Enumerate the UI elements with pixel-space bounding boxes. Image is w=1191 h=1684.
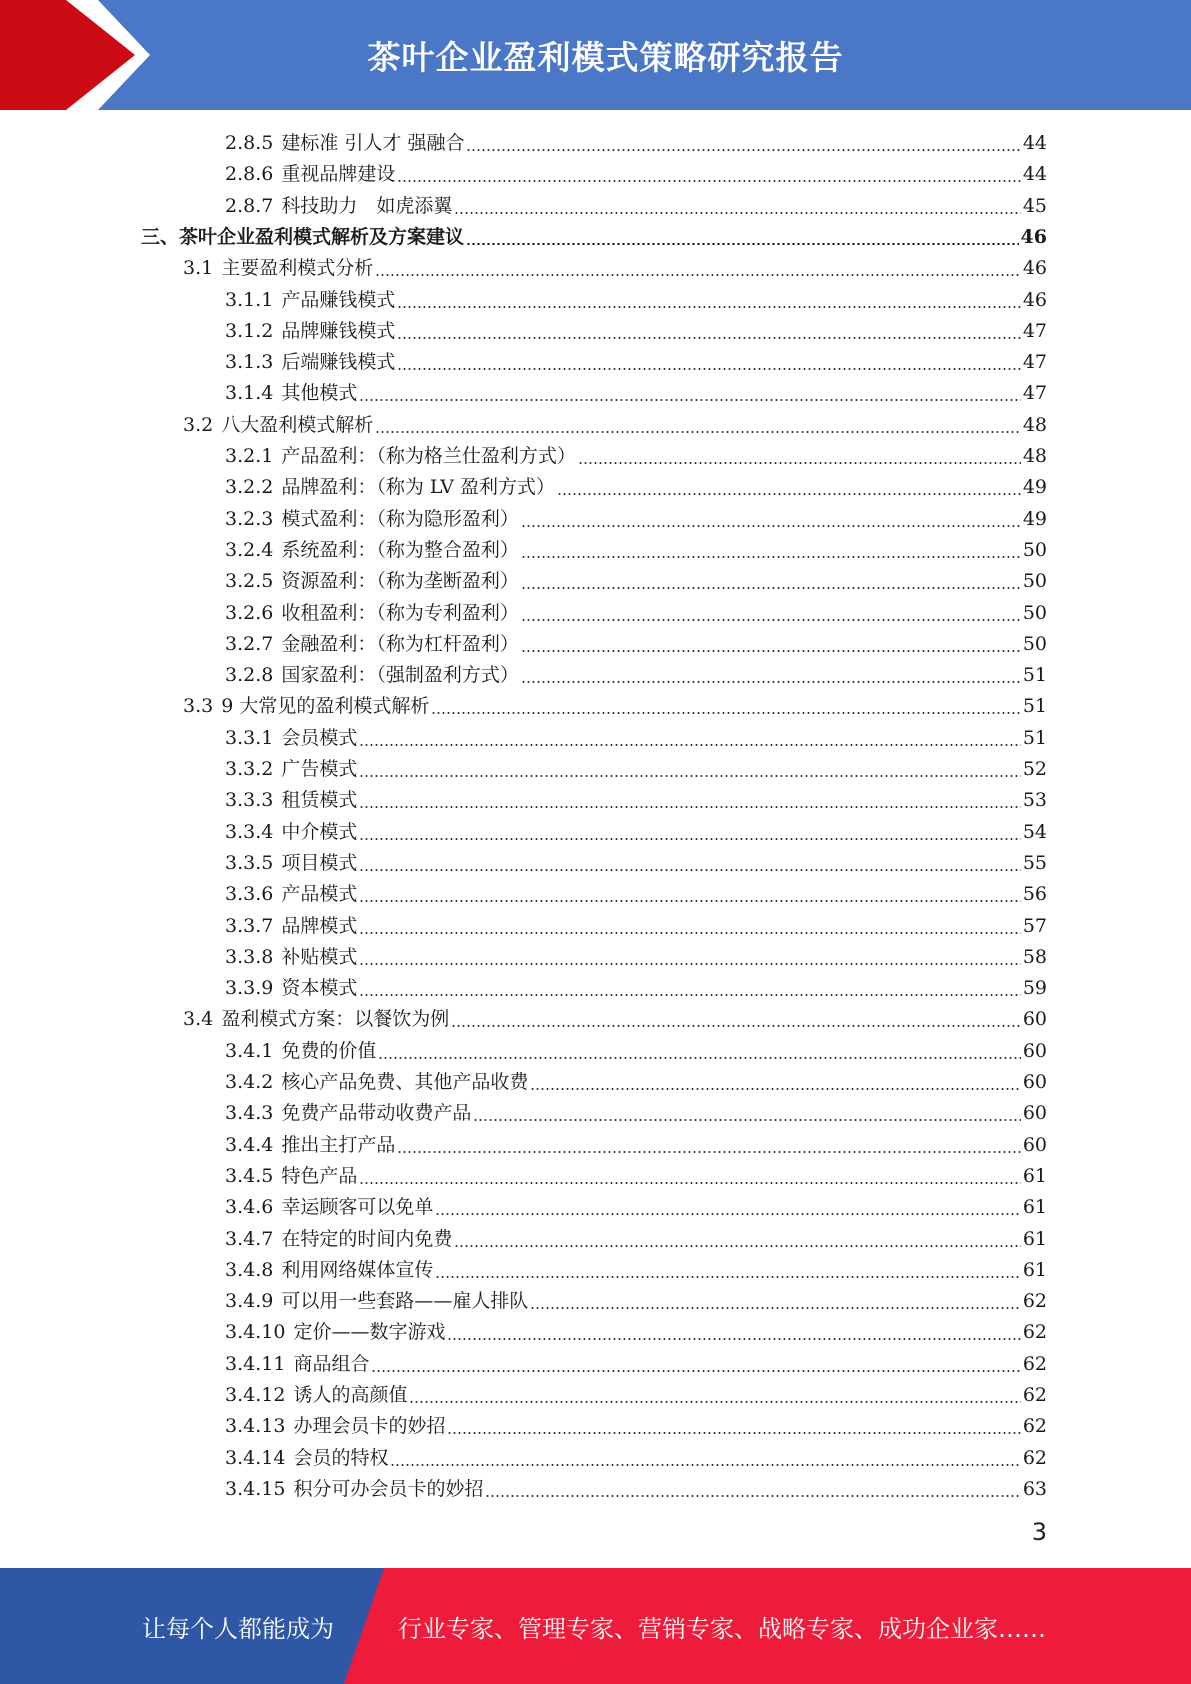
toc-leader-dots: [375, 274, 1021, 276]
toc-leader-dots: [390, 1464, 1020, 1466]
toc-leader-dots: [447, 1432, 1020, 1434]
toc-entry-number: 3.2.5: [225, 570, 274, 592]
toc-entry[interactable]: [225, 629, 1047, 660]
toc-entry-page: 60: [1022, 1040, 1047, 1062]
toc-entry[interactable]: [183, 253, 1047, 284]
toc-entry-title: 定价——数字游戏: [293, 1321, 446, 1343]
toc-entry-number: 2.8.6: [225, 163, 274, 185]
toc-entry-page: 47: [1022, 320, 1047, 342]
toc-leader-dots: [447, 1338, 1020, 1340]
toc-leader-dots: [521, 681, 1021, 683]
toc-entry-title: 盈利模式方案：以餐饮为例: [221, 1008, 450, 1030]
toc-leader-dots: [378, 1057, 1020, 1059]
toc-entry-number: 3.2.4: [225, 539, 274, 561]
toc-leader-dots: [557, 493, 1021, 495]
toc-entry-page: 61: [1022, 1165, 1047, 1187]
toc-entry-title: 可以用一些套路——雇人排队: [281, 1290, 529, 1312]
toc-leader-dots: [359, 775, 1020, 777]
toc-entry-page: 62: [1022, 1447, 1047, 1469]
toc-leader-dots: [397, 368, 1020, 370]
toc-entry-number: 2.8.7: [225, 195, 274, 217]
toc-entry[interactable]: [225, 879, 1047, 910]
toc-entry[interactable]: [225, 347, 1047, 378]
toc-entry-title: 租赁模式: [281, 789, 358, 811]
toc-entry-number: 3.4.6: [225, 1196, 274, 1218]
toc-leader-dots: [521, 556, 1021, 558]
toc-entry[interactable]: [183, 1004, 1047, 1035]
toc-leader-dots: [359, 994, 1020, 996]
toc-entry-number: 3.2.1: [225, 445, 274, 467]
toc-entry-title: 建标准 引人才 强融合: [281, 132, 465, 154]
toc-entry-page: 56: [1022, 883, 1047, 905]
toc-entry[interactable]: [225, 1130, 1047, 1161]
toc-entry-page: 60: [1022, 1071, 1047, 1093]
toc-entry-number: 3.1: [183, 257, 214, 279]
toc-entry-number: 3.3.7: [225, 915, 274, 937]
toc-entry-title: 诱人的高颜值: [293, 1384, 408, 1406]
toc-entry-number: 3.4.11: [225, 1353, 286, 1375]
toc-entry-number: 3.4: [183, 1008, 214, 1030]
toc-entry-page: 60: [1022, 1008, 1047, 1030]
toc-entry-number: 3.3.5: [225, 852, 274, 874]
toc-entry-page: 45: [1022, 195, 1047, 217]
toc-entry-title: 免费的价值: [281, 1040, 377, 1062]
toc-entry[interactable]: [225, 159, 1047, 190]
document-title: 茶叶企业盈利模式策略研究报告: [367, 37, 844, 77]
toc-entry[interactable]: [225, 1161, 1047, 1192]
toc-entry-title: 收租盈利：（称为专利盈利）: [281, 602, 519, 624]
toc-entry-title: 补贴模式: [281, 946, 358, 968]
toc-entry[interactable]: [225, 1474, 1047, 1505]
toc-entry-number: 3.4.14: [225, 1447, 286, 1469]
toc-entry-number: 3.3.4: [225, 821, 274, 843]
toc-entry[interactable]: [225, 1317, 1047, 1348]
toc-entry-page: 62: [1022, 1290, 1047, 1312]
toc-leader-dots: [466, 243, 1019, 245]
toc-entry[interactable]: [183, 691, 1047, 722]
toc-entry-title: 后端赚钱模式: [281, 351, 396, 373]
toc-entry-page: 53: [1022, 789, 1047, 811]
toc-entry-title: 其他模式: [281, 382, 358, 404]
toc-entry[interactable]: [225, 285, 1047, 316]
toc-leader-dots: [521, 619, 1021, 621]
toc-entry[interactable]: [225, 785, 1047, 816]
toc-entry-title: 资源盈利：（称为垄断盈利）: [281, 570, 519, 592]
toc-entry-title: 免费产品带动收费产品: [281, 1102, 472, 1124]
toc-entry-page: 50: [1022, 570, 1047, 592]
toc-entry[interactable]: [225, 1224, 1047, 1255]
toc-entry-number: 3.2.2: [225, 476, 274, 498]
toc-entry[interactable]: [225, 1255, 1047, 1286]
toc-entry-number: 3.3.1: [225, 727, 274, 749]
toc-entry-title: 国家盈利：（强制盈利方式）: [281, 664, 519, 686]
toc-entry-page: 61: [1022, 1228, 1047, 1250]
toc-entry-number: 3.4.4: [225, 1134, 274, 1156]
toc-entry-page: 46: [1020, 226, 1047, 248]
toc-entry-page: 47: [1022, 351, 1047, 373]
toc-entry[interactable]: [225, 472, 1047, 503]
toc-entry[interactable]: [225, 1411, 1047, 1442]
toc-entry[interactable]: [183, 410, 1047, 441]
toc-entry-number: 3.3: [183, 695, 214, 717]
toc-entry-page: 50: [1022, 633, 1047, 655]
toc-entry[interactable]: [225, 1036, 1047, 1067]
toc-entry-page: 48: [1022, 445, 1047, 467]
toc-entry[interactable]: [225, 566, 1047, 597]
toc-entry-title: 9 大常见的盈利模式解析: [221, 695, 430, 717]
toc-entry-title: 模式盈利：（称为隐形盈利）: [281, 508, 519, 530]
toc-leader-dots: [521, 525, 1021, 527]
toc-entry-page: 55: [1022, 852, 1047, 874]
toc-entry-page: 46: [1022, 257, 1047, 279]
toc-entry-page: 62: [1022, 1321, 1047, 1343]
toc-entry-number: 3.1.1: [225, 289, 274, 311]
toc-entry-number: 3.1.4: [225, 382, 274, 404]
toc-entry-title: 中介模式: [281, 821, 358, 843]
toc-entry-title: 科技助力 如虎添翼: [281, 195, 453, 217]
toc-entry-page: 49: [1022, 476, 1047, 498]
toc-entry-number: 3.1.3: [225, 351, 274, 373]
toc-leader-dots: [359, 399, 1020, 401]
toc-entry-number: 3.4.1: [225, 1040, 274, 1062]
toc-entry[interactable]: [225, 817, 1047, 848]
toc-entry-title: 品牌模式: [281, 915, 358, 937]
toc-entry-number: 3.4.8: [225, 1259, 274, 1281]
toc-entry[interactable]: [225, 378, 1047, 409]
toc-entry[interactable]: [225, 1443, 1047, 1474]
toc-entry-title: 八大盈利模式解析: [221, 414, 374, 436]
toc-leader-dots: [521, 650, 1021, 652]
toc-entry-number: 3.2.6: [225, 602, 274, 624]
toc-entry-title: 推出主打产品: [281, 1134, 396, 1156]
toc-entry-number: 3.4.2: [225, 1071, 274, 1093]
toc-entry-title: 三、茶叶企业盈利模式解析及方案建议: [141, 226, 465, 248]
toc-leader-dots: [397, 306, 1020, 308]
toc-entry-page: 50: [1022, 602, 1047, 624]
toc-entry-title: 核心产品免费、其他产品收费: [281, 1071, 529, 1093]
toc-entry-page: 59: [1022, 977, 1047, 999]
page-header: [0, 0, 1191, 110]
toc-entry-title: 积分可办会员卡的妙招: [293, 1478, 484, 1500]
toc-entry-title: 品牌盈利：（称为 LV 盈利方式）: [281, 476, 556, 498]
toc-entry-page: 61: [1022, 1196, 1047, 1218]
toc-leader-dots: [485, 1495, 1020, 1497]
toc-leader-dots: [521, 587, 1021, 589]
toc-entry-title: 商品组合: [293, 1353, 370, 1375]
toc-entry[interactable]: [225, 504, 1047, 535]
toc-entry-page: 54: [1022, 821, 1047, 843]
toc-entry-page: 51: [1022, 664, 1047, 686]
toc-leader-dots: [578, 462, 1021, 464]
toc-entry[interactable]: [225, 1192, 1047, 1223]
toc-leader-dots: [371, 1370, 1020, 1372]
toc-entry[interactable]: [225, 723, 1047, 754]
toc-leader-dots: [454, 1245, 1020, 1247]
footer-slogan-left: 让每个人都能成为: [142, 1614, 334, 1643]
toc-entry-title: 金融盈利：（称为杠杆盈利）: [281, 633, 519, 655]
toc-entry-page: 50: [1022, 539, 1047, 561]
toc-entry[interactable]: [225, 1098, 1047, 1129]
toc-entry-title: 资本模式: [281, 977, 358, 999]
toc-entry-number: 3.2.3: [225, 508, 274, 530]
toc-leader-dots: [435, 1213, 1020, 1215]
toc-entry-number: 3.4.15: [225, 1478, 286, 1500]
page-number: 3: [1031, 1518, 1047, 1546]
toc-leader-dots: [473, 1119, 1020, 1121]
toc-entry-title: 系统盈利：（称为整合盈利）: [281, 539, 519, 561]
toc-entry[interactable]: [225, 128, 1047, 159]
toc-leader-dots: [359, 932, 1020, 934]
toc-entry-number: 3.3.9: [225, 977, 274, 999]
toc-entry-title: 产品盈利：（称为格兰仕盈利方式）: [281, 445, 576, 467]
toc-entry-title: 利用网络媒体宣传: [281, 1259, 434, 1281]
toc-entry-title: 会员模式: [281, 727, 358, 749]
toc-entry-page: 49: [1022, 508, 1047, 530]
toc-entry-page: 62: [1022, 1384, 1047, 1406]
toc-leader-dots: [359, 744, 1020, 746]
toc-entry-title: 在特定的时间内免费: [281, 1228, 453, 1250]
toc-entry[interactable]: [225, 942, 1047, 973]
toc-entry[interactable]: [225, 1380, 1047, 1411]
toc-entry-page: 46: [1022, 289, 1047, 311]
toc-entry-title: 幸运顾客可以免单: [281, 1196, 434, 1218]
toc-entry-number: 2.8.5: [225, 132, 274, 154]
toc-entry-number: 3.4.9: [225, 1290, 274, 1312]
toc-entry[interactable]: [225, 598, 1047, 629]
footer-slogan-right: 行业专家、管理专家、营销专家、战略专家、成功企业家……: [398, 1614, 1046, 1643]
toc-entry-number: 3.3.3: [225, 789, 274, 811]
toc-entry-page: 52: [1022, 758, 1047, 780]
toc-entry-number: 3.3.2: [225, 758, 274, 780]
toc-entry-title: 主要盈利模式分析: [221, 257, 374, 279]
toc-entry-title: 办理会员卡的妙招: [293, 1415, 446, 1437]
toc-leader-dots: [359, 900, 1020, 902]
toc-entry-number: 3.4.13: [225, 1415, 286, 1437]
toc-entry-page: 44: [1022, 163, 1047, 185]
toc-entry[interactable]: [141, 222, 1047, 253]
toc-entry-page: 44: [1022, 132, 1047, 154]
toc-entry-number: 3.2.7: [225, 633, 274, 655]
toc-entry-number: 3.2.8: [225, 664, 274, 686]
toc-entry-page: 51: [1022, 727, 1047, 749]
toc-entry-number: 3.4.5: [225, 1165, 274, 1187]
toc-entry-page: 63: [1022, 1478, 1047, 1500]
toc-leader-dots: [435, 1276, 1020, 1278]
toc-entry-page: 58: [1022, 946, 1047, 968]
toc-leader-dots: [409, 1401, 1020, 1403]
toc-entry[interactable]: [225, 1349, 1047, 1380]
toc-entry[interactable]: [225, 973, 1047, 1004]
toc-entry-title: 品牌赚钱模式: [281, 320, 396, 342]
toc-leader-dots: [397, 1151, 1020, 1153]
toc-entry-title: 产品赚钱模式: [281, 289, 396, 311]
toc-entry-number: 3.4.3: [225, 1102, 274, 1124]
toc-leader-dots: [451, 1025, 1021, 1027]
toc-entry[interactable]: [225, 441, 1047, 472]
toc-entry[interactable]: [225, 191, 1047, 222]
toc-leader-dots: [397, 180, 1020, 182]
toc-leader-dots: [530, 1088, 1020, 1090]
toc-entry-page: 61: [1022, 1259, 1047, 1281]
toc-entry-page: 62: [1022, 1353, 1047, 1375]
toc-leader-dots: [530, 1307, 1020, 1309]
toc-leader-dots: [431, 712, 1020, 714]
toc-leader-dots: [397, 337, 1020, 339]
toc-entry-page: 51: [1022, 695, 1047, 717]
toc-entry-page: 60: [1022, 1134, 1047, 1156]
toc-entry-title: 项目模式: [281, 852, 358, 874]
toc-entry-number: 3.3.8: [225, 946, 274, 968]
toc-entry-number: 3.2: [183, 414, 214, 436]
toc-entry-page: 47: [1022, 382, 1047, 404]
toc-leader-dots: [359, 869, 1020, 871]
toc-leader-dots: [454, 212, 1020, 214]
toc-entry-page: 48: [1022, 414, 1047, 436]
toc-entry-number: 3.4.7: [225, 1228, 274, 1250]
toc-entry-number: 3.4.10: [225, 1321, 286, 1343]
toc-entry[interactable]: [225, 660, 1047, 691]
toc-entry[interactable]: [225, 316, 1047, 347]
toc-leader-dots: [359, 806, 1020, 808]
toc-entry[interactable]: [225, 754, 1047, 785]
toc-entry[interactable]: [225, 1067, 1047, 1098]
toc-entry[interactable]: [225, 1286, 1047, 1317]
toc-entry-page: 57: [1022, 915, 1047, 937]
toc-entry[interactable]: [225, 911, 1047, 942]
page-footer: [0, 1568, 1191, 1684]
toc-entry-number: 3.4.12: [225, 1384, 286, 1406]
toc-entry-number: 3.1.2: [225, 320, 274, 342]
toc-entry-title: 特色产品: [281, 1165, 358, 1187]
toc-entry[interactable]: [225, 535, 1047, 566]
toc-entry-page: 62: [1022, 1415, 1047, 1437]
toc-entry-title: 产品模式: [281, 883, 358, 905]
toc-leader-dots: [359, 1182, 1020, 1184]
toc-leader-dots: [359, 963, 1020, 965]
toc-leader-dots: [375, 431, 1021, 433]
toc-entry[interactable]: [225, 848, 1047, 879]
toc-entry-title: 会员的特权: [293, 1447, 389, 1469]
toc-leader-dots: [466, 149, 1020, 151]
toc-entry-page: 60: [1022, 1102, 1047, 1124]
toc-entry-number: 3.3.6: [225, 883, 274, 905]
toc-entry-title: 重视品牌建设: [281, 163, 396, 185]
toc-entry-title: 广告模式: [281, 758, 358, 780]
toc-leader-dots: [359, 838, 1020, 840]
